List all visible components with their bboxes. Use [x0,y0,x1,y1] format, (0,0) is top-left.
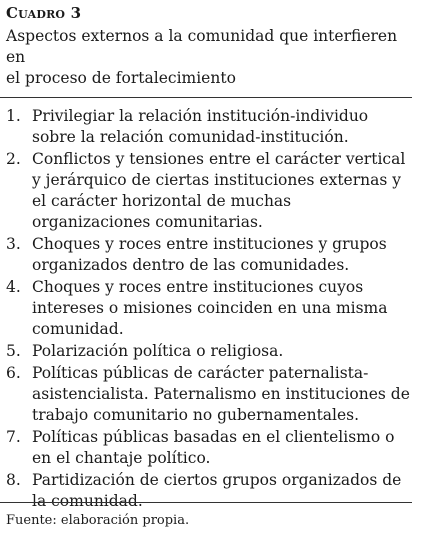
bottom-rule [0,502,412,503]
table-title-line-2: el proceso de fortalecimiento [6,69,236,87]
item-text: Privilegiar la relación institución-individuo sobre la relación comunidad-institución. [32,107,369,146]
table-title [6,26,416,89]
table-label [6,4,81,22]
list-item [6,363,410,426]
item-number: 1. [6,107,21,125]
list-item [6,149,410,233]
item-number: 3. [6,235,21,253]
list-item [6,277,410,340]
item-text: Políticas públicas basadas en el clientelismo o en el chantaje político. [32,428,395,467]
item-text: Políticas públicas de carácter paternalista-asistencialista. Paternalismo en instituciones de trabajo comunitario no gubernamentales. [32,364,410,424]
item-text: Conflictos y tensiones entre el carácter vertical y jerárquico de ciertas instituciones externas y el carácter horizontal de muchas organizaciones comunitarias. [32,150,406,231]
item-number: 8. [6,471,21,489]
list-item [6,470,410,512]
item-number: 5. [6,342,21,360]
table-title-line-1: Aspectos externos a la comunidad que interfieren en [6,27,398,66]
item-number: 6. [6,364,21,382]
item-number: 2. [6,150,21,168]
item-number: 4. [6,278,21,296]
source-note: Fuente: elaboración propia. [6,513,190,528]
list-item [6,106,410,148]
item-text: Choques y roces entre instituciones cuyos intereses o misiones coinciden en una misma comunidad. [32,278,388,338]
item-text: Partidización de ciertos grupos organizados de la comunidad. [32,471,402,510]
item-text: Choques y roces entre instituciones y grupos organizados dentro de las comunidades. [32,235,387,274]
list-item [6,234,410,276]
item-text: Polarización política o religiosa. [32,342,284,360]
list-item [6,341,410,362]
item-list [6,106,410,513]
top-rule [0,97,412,98]
item-number: 7. [6,428,21,446]
table-label-text: Cuadro 3 [6,4,82,22]
list-item [6,427,410,469]
